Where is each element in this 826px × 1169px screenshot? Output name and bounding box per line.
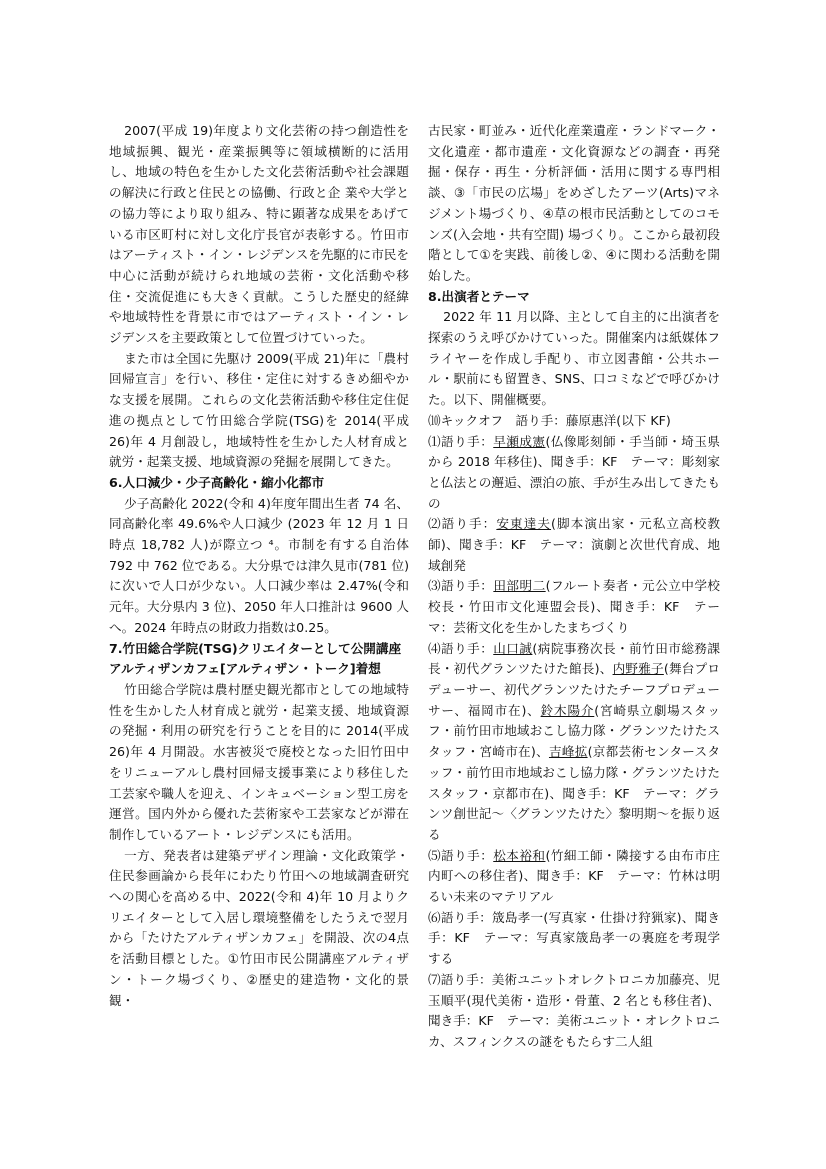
event-entry-1 xyxy=(428,432,720,515)
speaker-detail: (京都芸術センタースタッフ・前竹田市地域おこし協力隊・グランツたけたスタッフ・京都市在)、聞き手：KF テーマ：グランツ創世記～〈グランツたけた〉黎明期～を振り返る xyxy=(428,744,721,842)
paragraph-rural-return: また市は全国に先駆け 2009(平成 21)年に「農村回帰宣言」を行い、移住・定住に対するきめ細やかな支援を展開。これらの文化芸術活動や移住定住促進の拠点として竹田総合学院(TSG)を 2014(平成 26)年 4 月創設し，地域特性を生かした人材育成と就労・起業支援、地域資源の発掘を展開してきた。 xyxy=(109,350,409,470)
speaker-name: 早瀬成憲 xyxy=(493,433,546,449)
speaker-detail: (仏像彫刻師・手当師・埼玉県から 2018 年移住)、聞き手：KF テーマ：彫刻家と仏法との邂逅、漂泊の旅、手が生み出してきたもの xyxy=(428,433,721,511)
speaker-detail: (舞台プロデューサー、初代グランツたけたチーフプロデューサー、福岡市在)、 xyxy=(428,661,721,718)
speaker-detail: (竹細工師・隣接する由布市庄内町への移住者)、聞き手：KF テーマ：竹林は明るい未来のマテリアル xyxy=(428,847,721,905)
speaker-detail: (病院事務次長・前竹田市総務課長・初代グランツたけた館長)、 xyxy=(428,640,721,677)
section-heading-7a: 7.竹田総合学院(TSG)クリエイターとして公開講座 xyxy=(109,640,402,656)
speaker-name: 松本裕和 xyxy=(493,847,546,863)
speaker-name: 山口誠 xyxy=(493,640,533,656)
speaker-name: 内野雅子 xyxy=(612,661,664,677)
event-entry-6: ⑹語り手：筬島孝一(写真家・仕掛け狩猟家)、聞き手：KF テーマ：写真家筬島孝一の裏庭を考現学する xyxy=(428,909,720,967)
event-entry-3 xyxy=(428,576,720,638)
paragraph-population: 少子高齢化 2022(令和 4)年度年間出生者 74 名、同高齢化率 49.6%や人口減少 (2023 年 12 月 1 日時点 18,782 人)が際立つ ⁴。市制を有する自治体 792 中 762 位である。大分県では津久見市(781 位)に次いで人口が少ない。人口減少率は 2.47%(令和元年。大分県内 3 位)、2050 年人口推計は 9600 人へ。2024 年時点の財政力指数は0.25。 xyxy=(109,495,409,635)
speaker-name: 吉峰拡 xyxy=(548,744,588,760)
right-column xyxy=(428,121,720,1053)
paragraph-activities: 古民家・町並み・近代化産業遺産・ランドマーク・文化遺産・都市遺産・文化資源などの調査・再発掘・保存・再生・分析評価・活用に関する専門相談、③「市民の広場」をめざしたアーツ(Arts)マネジメント場づくり、④草の根市民活動としてのコモンズ(入会地・共有空間) 場づくり。ここから最初段階として①を実践、前後し②、④に関わる活動を開始した。 xyxy=(428,123,720,283)
event-entry-0: ⑽キックオフ 語り手：藤原惠洋(以下 KF) xyxy=(428,412,671,428)
event-entry-4 xyxy=(428,639,720,846)
left-column xyxy=(109,121,409,1011)
section-heading-7b: アルティザンカフェ[アルティザン・トーク]着想 xyxy=(109,661,381,677)
speaker-name: 田部明二 xyxy=(493,578,546,594)
speaker-detail: (脚本演出家・元私立高校教師)、聞き手：KF テーマ：演劇と次世代育成、地域創発 xyxy=(428,516,721,573)
speaker-name: 鈴木陽介 xyxy=(540,702,595,718)
speaker-detail: (フルート奏者・元公立中学校校長・竹田市文化連盟会長)、聞き手：KF テーマ：芸術文化を生かしたまちづくり xyxy=(428,578,720,635)
paragraph-award: 2007(平成 19)年度より文化芸術の持つ創造性を地域振興、観光・産業振興等に領域横断的に活用し、地域の特色を生かした文化芸術活動や社会課題の解決に行政と住民との協働、行政と企 業や大学との協力等により取り組み、特に顕著な成果をあげている市区町村に対し文化庁長官が表彰する。竹田市はアーティスト・イン・レジデンスを先駆的に市民を中心に活動が続けられ地域の芸術・文化活動や移住・交流促進にも大きく貢献。こうした歴史的経緯や地域特性を背景に市ではアーティスト・イン・レジデンスを主要政策として位置づけていった。 xyxy=(109,123,409,346)
event-entry-7: ⑺語り手：美術ユニットオレクトロニカ加藤亮、児玉順平(現代美術・造形・骨董、2 名とも移住者)、聞き手：KF テーマ：美術ユニット・オレクトロニカ、スフィンクスの謎をもたらす二人組 xyxy=(428,971,720,1049)
event-entry-2 xyxy=(428,514,720,576)
speaker-name: 安東達夫 xyxy=(496,516,552,532)
speaker-prefix: ⑷語り手： xyxy=(428,640,494,656)
section-heading-8: 8.出演者とテーマ xyxy=(428,288,530,304)
speaker-prefix: ⑴語り手： xyxy=(428,433,494,449)
section-heading-6: 6.人口減少・少子高齢化・縮小化都市 xyxy=(109,474,325,490)
speaker-detail: (宮崎県立劇場スタッフ・前竹田市地域おこし協力隊・グランツたけたスタッフ・宮崎市在)、 xyxy=(428,702,720,760)
paragraph-presenter: 一方、発表者は建築デザイン理論・文化政策学・住民参画論から長年にわたり竹田への地域調査研究への関心を高める中、2022(令和 4)年 10 月よりクリエイターとして入居し環境整備をしたうえで翌月から「たけたアルティザンカフェ」を開設、次の4点を活動目標とした。①竹田市民公開講座アルティザン・トーク場づくり、②歴史的建造物・文化的景観・ xyxy=(109,847,409,1008)
paragraph-tsg: 竹田総合学院は農村歴史観光都市としての地域特性を生かした人材育成と就労・起業支援、地域資源の発掘・利用の研究を行うことを目的に 2014(平成 26)年 4 月開設。水害被災で廃校となった旧竹田中をリニューアルし農村回帰支援事業により移住した工芸家や職人を迎え、インキュベーション型工房を運営。国内外から優れた芸術家や工芸家などが滞在制作しているアート・レジデンスにも活用。 xyxy=(109,681,409,842)
speaker-prefix: ⑶語り手： xyxy=(428,578,494,594)
paragraph-outreach: 2022 年 11 月以降、主として自主的に出演者を探索のうえ呼びかけていった。開催案内は紙媒体フライヤーを作成し手配り、市立図書館・公共ホール・駅前にも留置き、SNS、口コミなどで呼びかけた。以下、開催概要。 xyxy=(428,309,720,408)
speaker-prefix: ⑸語り手： xyxy=(428,847,494,863)
event-entry-5 xyxy=(428,846,720,908)
speaker-prefix: ⑵語り手： xyxy=(428,516,497,532)
